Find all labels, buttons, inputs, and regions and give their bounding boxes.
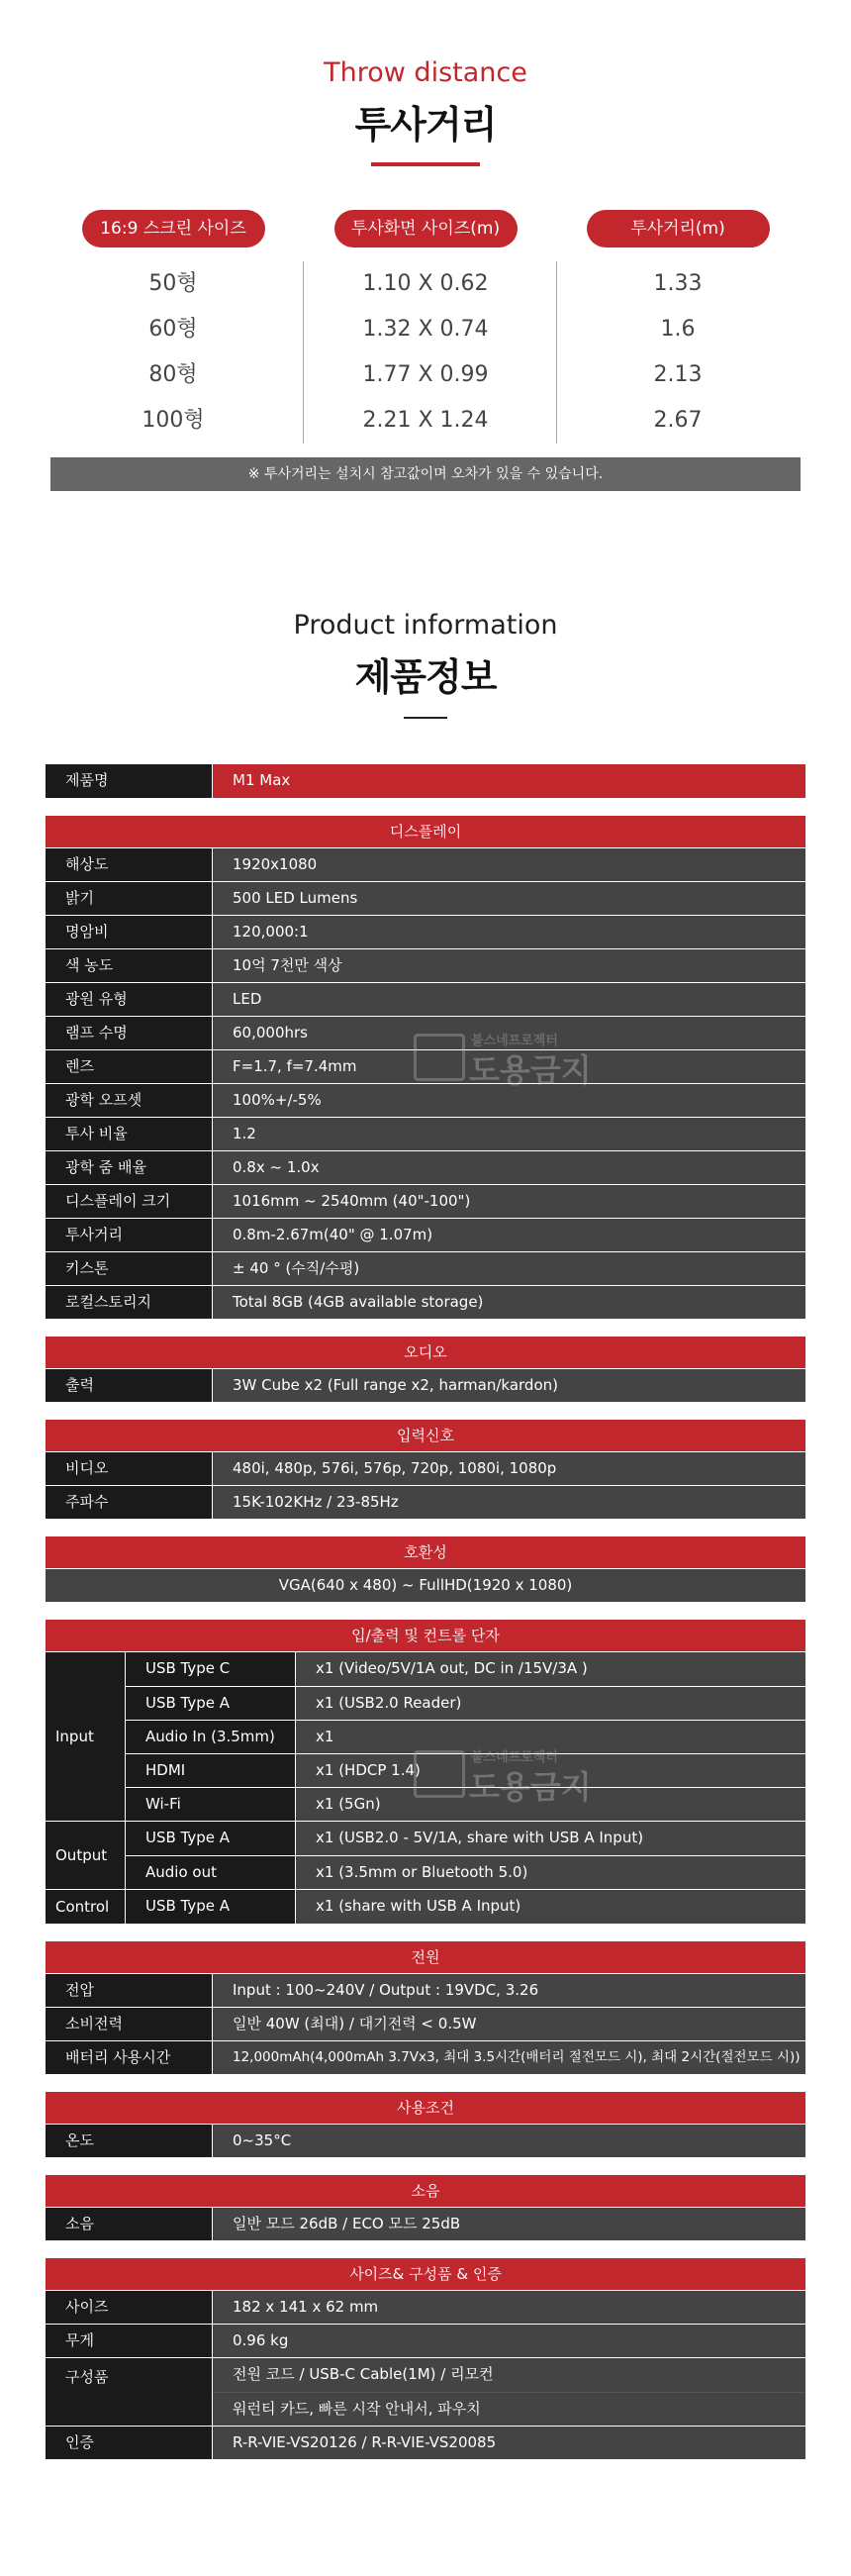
io-key: HDMI <box>125 1754 295 1787</box>
spec-value: 480i, 480p, 576i, 576p, 720p, 1080i, 1080p <box>212 1452 805 1485</box>
section-bar: 전원 <box>46 1941 805 1973</box>
watermark-logo-icon <box>414 1750 465 1798</box>
spec-key: 색 농도 <box>46 949 212 982</box>
env-group <box>46 2092 805 2157</box>
throw-distance-value: 2.67 <box>653 408 703 433</box>
io-key: Wi-Fi <box>125 1788 295 1821</box>
io-row <box>125 1822 805 1855</box>
io-row <box>125 1686 805 1720</box>
section-bar: 디스플레이 <box>46 816 805 847</box>
spec-value: 182 x 141 x 62 mm <box>212 2291 805 2324</box>
spec-value: 60,000hrs <box>212 1017 805 1049</box>
spec-value: 일반 40W (최대) / 대기전력 < 0.5W <box>212 2008 805 2040</box>
io-category: Input <box>46 1652 125 1821</box>
spec-row <box>46 915 805 948</box>
spec-key: 전압 <box>46 1974 212 2007</box>
io-output-block <box>46 1821 805 1889</box>
throw-distance-value: 1.33 <box>653 271 703 296</box>
spec-row <box>46 1117 805 1150</box>
spec-row <box>46 1451 805 1485</box>
io-value: x1 (share with USB A Input) <box>295 1890 805 1924</box>
spec-key: 비디오 <box>46 1452 212 1485</box>
spec-value: 1.2 <box>212 1118 805 1150</box>
spec-value: F=1.7, f=7.4mm <box>212 1050 805 1083</box>
section-bar: 입력신호 <box>46 1420 805 1451</box>
watermark-line1: 불스네프로젝터 <box>471 1750 558 1765</box>
spec-key: 온도 <box>46 2125 212 2157</box>
spec-row <box>46 1251 805 1285</box>
spec-value: 100%+/-5% <box>212 1084 805 1117</box>
throw-distance-header <box>0 0 851 166</box>
projected-size-value: 1.32 X 0.74 <box>362 317 489 342</box>
spec-row <box>46 2124 805 2157</box>
io-key: USB Type C <box>125 1652 295 1686</box>
spec-key: 인증 <box>46 2427 212 2459</box>
spec-value: 10억 7천만 색상 <box>212 949 805 982</box>
spec-value: Input : 100~240V / Output : 19VDC, 3.26 <box>212 1974 805 2007</box>
throw-distance-table <box>49 210 802 446</box>
spec-value: Total 8GB (4GB available storage) <box>212 1286 805 1319</box>
spec-key: 소비전력 <box>46 2008 212 2040</box>
screen-size-value: 60형 <box>148 317 198 342</box>
spec-row <box>46 1218 805 1251</box>
throw-note: ※ 투사거리는 설치시 참고값이며 오차가 있을 수 있습니다. <box>50 457 801 491</box>
spec-row <box>46 2007 805 2040</box>
spec-key: 로컬스토리지 <box>46 1286 212 1319</box>
spec-value: 0.8m-2.67m(40" @ 1.07m) <box>212 1219 805 1251</box>
spec-value: VGA(640 x 480) ~ FullHD(1920 x 1080) <box>46 1569 805 1602</box>
section-bar: 입/출력 및 컨트롤 단자 <box>46 1620 805 1651</box>
section-bar: 소음 <box>46 2175 805 2207</box>
io-value: x1 (USB2.0 - 5V/1A, share with USB A Input) <box>295 1822 805 1855</box>
spec-row <box>46 948 805 982</box>
projected-size-column <box>302 210 549 444</box>
spec-row <box>46 1485 805 1519</box>
spec-row <box>46 1285 805 1319</box>
spec-row <box>46 2324 805 2357</box>
io-key: USB Type A <box>125 1890 295 1924</box>
spec-value: 0.96 kg <box>212 2325 805 2357</box>
spec-row <box>46 1973 805 2007</box>
io-value: x1 (3.5mm or Bluetooth 5.0) <box>295 1856 805 1889</box>
io-control-block <box>46 1889 805 1924</box>
spec-key: 램프 수명 <box>46 1017 212 1049</box>
spec-key: 주파수 <box>46 1486 212 1519</box>
io-category: Control <box>46 1890 125 1924</box>
spec-value: ± 40 ° (수직/수평) <box>212 1252 805 1285</box>
io-value: x1 (5Gn) <box>295 1788 805 1821</box>
io-value: x1 (HDCP 1.4) <box>295 1754 805 1787</box>
spec-key: 출력 <box>46 1369 212 1402</box>
watermark-line1: 불스네프로젝터 <box>471 1034 558 1048</box>
throw-distance-value: 2.13 <box>653 362 703 387</box>
spec-row <box>46 2040 805 2074</box>
io-value: x1 (Video/5V/1A out, DC in /15V/3A ) <box>295 1652 805 1686</box>
watermark-line2: 도용금지 <box>469 1768 592 1806</box>
io-row <box>125 1890 805 1924</box>
spec-key: 명암비 <box>46 916 212 948</box>
spec-value: 1016mm ~ 2540mm (40"-100") <box>212 1185 805 1218</box>
throw-title-en: Throw distance <box>324 57 527 88</box>
section-bar: 사이즈& 구성품 & 인증 <box>46 2258 805 2290</box>
spec-row <box>46 764 805 798</box>
io-row <box>125 1652 805 1686</box>
spec-value: M1 Max <box>212 764 805 798</box>
spec-value: 0~35°C <box>212 2125 805 2157</box>
watermark-logo-icon <box>414 1034 465 1081</box>
spec-value: 1920x1080 <box>212 848 805 881</box>
spec-key: 키스톤 <box>46 1252 212 1285</box>
spec-table <box>46 764 805 2459</box>
spec-value: R-R-VIE-VS20126 / R-R-VIE-VS20085 <box>212 2427 805 2459</box>
spec-key: 구성품 <box>46 2358 212 2426</box>
spec-key: 투사 비율 <box>46 1118 212 1150</box>
spec-value: 3W Cube x2 (Full range x2, harman/kardon) <box>212 1369 805 1402</box>
spec-key: 디스플레이 크기 <box>46 1185 212 1218</box>
spec-value: 15K-102KHz / 23-85Hz <box>212 1486 805 1519</box>
spec-key: 제품명 <box>46 764 212 798</box>
spec-row <box>46 982 805 1016</box>
spec-row <box>46 847 805 881</box>
section-bar: 사용조건 <box>46 2092 805 2124</box>
io-key: USB Type A <box>125 1822 295 1855</box>
screen-size-column <box>49 210 297 444</box>
screen-size-value: 80형 <box>148 362 198 387</box>
io-row <box>125 1855 805 1889</box>
screen-size-value: 100형 <box>142 408 205 433</box>
spec-key: 소음 <box>46 2208 212 2240</box>
power-group <box>46 1941 805 2074</box>
spec-value: 120,000:1 <box>212 916 805 948</box>
info-title-en: Product information <box>293 610 558 641</box>
section-bar: 오디오 <box>46 1337 805 1368</box>
spec-key: 밝기 <box>46 882 212 915</box>
input-signal-group <box>46 1420 805 1519</box>
watermark <box>414 1744 604 1806</box>
watermark <box>414 1028 604 1089</box>
spec-row <box>46 1368 805 1402</box>
size-group <box>46 2258 805 2459</box>
spec-value: 12,000mAh(4,000mAh 3.7Vx3, 최대 3.5시간(배터리 절전모드 시), 최대 2시간(절전모드 시)) <box>212 2041 805 2074</box>
title-underline <box>404 717 447 719</box>
projected-size-value: 2.21 X 1.24 <box>362 408 489 433</box>
spec-value: 전원 코드 / USB-C Cable(1M) / 리모컨 <box>213 2358 805 2392</box>
spec-row <box>46 1568 805 1602</box>
throw-title-ko: 투사거리 <box>354 103 497 147</box>
section-bar: 호환성 <box>46 1536 805 1568</box>
projected-size-header: 투사화면 사이즈(m) <box>334 210 518 248</box>
spec-value: 500 LED Lumens <box>212 882 805 915</box>
title-underline <box>371 162 480 166</box>
noise-group <box>46 2175 805 2240</box>
spec-row <box>46 1150 805 1184</box>
io-value: x1 (USB2.0 Reader) <box>295 1687 805 1720</box>
io-key: Audio out <box>125 1856 295 1889</box>
io-key: USB Type A <box>125 1687 295 1720</box>
spec-row <box>46 2426 805 2459</box>
spec-value: 0.8x ~ 1.0x <box>212 1151 805 1184</box>
product-name-group <box>46 764 805 798</box>
spec-key: 광학 줌 배율 <box>46 1151 212 1184</box>
spec-key: 해상도 <box>46 848 212 881</box>
projected-size-value: 1.77 X 0.99 <box>362 362 489 387</box>
spec-row <box>46 2207 805 2240</box>
spec-key: 배터리 사용시간 <box>46 2041 212 2074</box>
spec-key: 사이즈 <box>46 2291 212 2324</box>
spec-key: 무게 <box>46 2325 212 2357</box>
spec-value: LED <box>212 983 805 1016</box>
io-key: Audio In (3.5mm) <box>125 1721 295 1753</box>
screen-size-value: 50형 <box>148 271 198 296</box>
compat-group <box>46 1536 805 1602</box>
screen-size-header: 16:9 스크린 사이즈 <box>82 210 265 248</box>
components-row <box>46 2357 805 2426</box>
info-title-ko: 제품정보 <box>354 655 497 699</box>
projected-size-value: 1.10 X 0.62 <box>362 271 489 296</box>
audio-group <box>46 1337 805 1402</box>
spec-key: 광학 오프셋 <box>46 1084 212 1117</box>
spec-row <box>46 1184 805 1218</box>
io-value: x1 <box>295 1721 805 1753</box>
product-info-header <box>0 491 851 719</box>
spec-row <box>46 2290 805 2324</box>
spec-value: 일반 모드 26dB / ECO 모드 25dB <box>212 2208 805 2240</box>
io-category: Output <box>46 1822 125 1889</box>
throw-distance-column <box>554 210 802 444</box>
spec-key: 렌즈 <box>46 1050 212 1083</box>
throw-distance-value: 1.6 <box>660 317 696 342</box>
throw-distance-col-header: 투사거리(m) <box>587 210 770 248</box>
watermark-line2: 도용금지 <box>469 1051 592 1089</box>
spec-key: 광원 유형 <box>46 983 212 1016</box>
spec-value: 워런티 카드, 빠른 시작 안내서, 파우치 <box>213 2392 805 2426</box>
spec-key: 투사거리 <box>46 1219 212 1251</box>
spec-row <box>46 881 805 915</box>
